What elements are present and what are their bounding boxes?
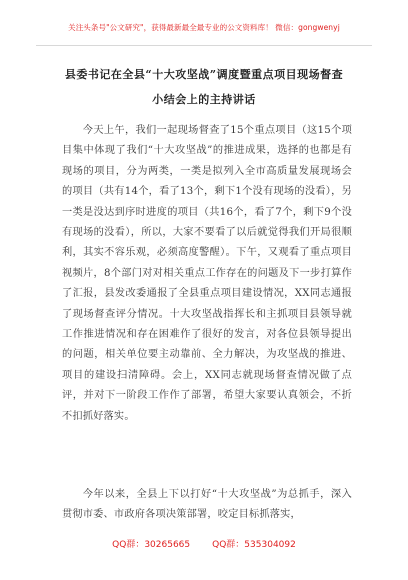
footer-qq-group-1: QQ群：30265665 [112,540,191,550]
document-title-line1: 县委书记在全县“十大攻坚战”调度暨重点项目现场督查 [64,68,344,81]
header-divider [36,45,372,46]
body-paragraph-2: 今年以来，全县上下以打好“十大攻坚战”为总抓手，深入贯彻市委、市政府各项决策部署，咬定目标抓落实， [62,489,352,521]
document-title-line2: 小结会上的主持讲话 [152,93,256,106]
footer-qq-groups [0,537,408,550]
footer-qq-group-2: QQ群：535304092 [212,540,296,550]
body-paragraph-1: 今天上午，我们一起现场督查了15个重点项目（这15个项目集中体现了我们“十大攻坚战”的推进成果，选择的也都是有现场的项目，分为两类，一类是拟列入全市高质量发展现场会的项目（共有14个，看了13个，剩下1个没有现场的没看），另一类是没达到序时进度的项目（共16个，看了7个，剩下9个没有现场的没看），所以，大家不要看了以后就觉得我们开局很顺利，其实不容乐观，必须高度警醒）。下午，又观看了重点项目视频片，8个部门对对相关重点工作存在的问题及下一步打算作了汇报，县发改委通报了全县重点项目建设情况，XX同志通报了现场督查评分情况。十大攻坚战指挥长和主抓项目县领导就工作推进情况和存在困难作了很好的发言，对各位县领导提出的问题，相关单位要主动靠前、全力解决，为攻坚战的推进、项目的建设扫清障碍。会上，XX同志就现场督查情况做了点评，并对下一阶段工作作了部署，希望大家要认真领会，不折不扣抓好落实。 [62,125,352,422]
header-banner: 关注头条号"公文研究"，获得最新最全最专业的公文资料库！ 微信：gongwenyj [68,23,340,32]
